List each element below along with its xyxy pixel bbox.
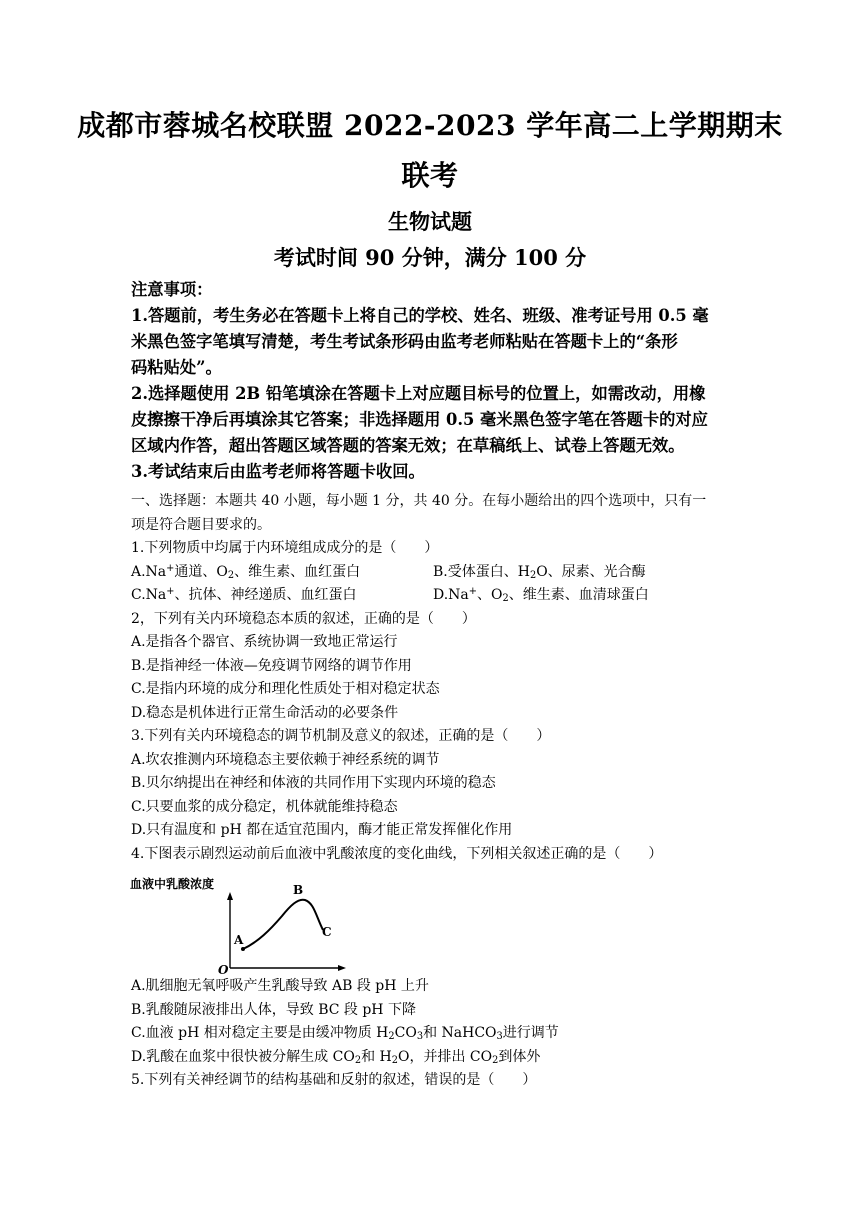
section-intro-line-b: 项是符合题目要求的。 xyxy=(131,516,271,533)
q1-option-d: D.Na+、$O_2$、维生素、血清球蛋白 xyxy=(433,586,649,604)
note-3: 3.考试结束后由监考老师将答题卡收回。 xyxy=(131,462,425,481)
q1-option-c: C.Na+、抗体、神经递质、血红蛋白 xyxy=(131,586,357,603)
point-b-label: B xyxy=(293,883,304,897)
q4-option-c: C.血液 pH 相对稳定主要是由缓冲物质 $H_2CO_3$和 NaHCO$_3$进行调节 xyxy=(131,1025,559,1042)
notes-block xyxy=(131,277,741,485)
q3-option-b: B.贝尔纳提出在神经和体液的共同作用下实现内环境的稳态 xyxy=(131,775,496,791)
questions-part-2 xyxy=(131,975,741,1093)
q2-option-c: C.是指内环境的成分和理化性质处于相对稳定状态 xyxy=(131,681,440,697)
lactate-curve-figure xyxy=(130,872,350,978)
note-1-line-b: 米黑色签字笔填写清楚，考生考试条形码由监考老师粘贴在答题卡上的“条形 xyxy=(131,332,678,351)
note-2-line-a: 2.选择题使用 2B 铅笔填涂在答题卡上对应题目标号的位置上，如需改动，用橡 xyxy=(131,384,706,403)
exam-info: 考试时间 90 分钟，满分 100 分 xyxy=(273,245,587,270)
q3-option-a: A.坎农推测内环境稳态主要依赖于神经系统的调节 xyxy=(131,751,440,768)
q2-option-d: D.稳态是机体进行正常生命活动的必要条件 xyxy=(131,704,399,721)
chart-y-axis-arrow xyxy=(227,892,233,900)
q3-stem: 3.下列有关内环境稳态的调节机制及意义的叙述，正确的是（ ） xyxy=(131,728,551,744)
q1-option-a: A.Na+通道、$O_2$、维生素、血红蛋白 xyxy=(131,562,361,581)
q4-option-b: B.乳酸随尿液排出人体，导致 BC 段 pH 下降 xyxy=(131,1001,416,1018)
section-intro-line-a: 一、选择题：本题共 40 小题，每小题 1 分，共 40 分。在每小题给出的四个选项中，只有一 xyxy=(131,493,707,509)
q2-stem: 2，下列有关内环境稳态本质的叙述，正确的是（ ） xyxy=(131,610,476,627)
note-2-line-b: 皮擦擦干净后再填涂其它答案；非选择题用 0.5 毫米黑色签字笔在答题卡的对应 xyxy=(131,410,708,429)
point-a-marker xyxy=(241,947,245,951)
point-a-label: A xyxy=(234,933,244,947)
note-1-line-a: 1.答题前，考生务必在答题卡上将自己的学校、姓名、班级、准考证号用 0.5 毫 xyxy=(131,306,709,325)
lactate-curve xyxy=(243,900,323,949)
q4-option-d: D.乳酸在血浆中很快被分解生成 $CO_2$和 $H_2O$，并排出 $CO_2$到体外 xyxy=(131,1048,541,1066)
chart-x-axis-arrow xyxy=(338,965,346,971)
chart-y-axis-label: 血液中乳酸浓度 xyxy=(130,877,215,891)
note-1-line-c: 码粘贴处”。 xyxy=(131,358,222,377)
q1-option-b: B.受体蛋白、$H_2O$、尿素、光合酶 xyxy=(433,563,646,581)
q5-stem: 5.下列有关神经调节的结构基础和反射的叙述，错误的是（ ） xyxy=(131,1072,537,1088)
q4-option-a: A.肌细胞无氧呼吸产生乳酸导致 AB 段 pH 上升 xyxy=(131,978,429,994)
q1-options-row-2 xyxy=(131,584,741,608)
q4-stem: 4.下图表示剧烈运动前后血液中乳酸浓度的变化曲线，下列相关叙述正确的是（ ） xyxy=(131,845,663,862)
q2-option-a: A.是指各个器官、系统协调一致地正常运行 xyxy=(131,634,398,650)
subject-title: 生物试题 xyxy=(388,209,472,234)
q1-stem: 1.下列物质中均属于内环境组成成分的是（ ） xyxy=(131,540,439,556)
q3-option-c: C.只要血浆的成分稳定，机体就能维持稳态 xyxy=(131,798,398,815)
questions-part-1 xyxy=(131,490,741,866)
q1-options-row-1 xyxy=(131,561,741,585)
note-2-line-c: 区域内作答，超出答题区域答题的答案无效；在草稿纸上、试卷上答题无效。 xyxy=(131,436,685,455)
q2-option-b: B.是指神经一体液—免疫调节网络的调节作用 xyxy=(131,657,412,674)
point-c-label: C xyxy=(322,925,332,939)
chart-origin-label: O xyxy=(218,963,229,977)
q3-option-d: D.只有温度和 pH 都在适宜范围内，酶才能正常发挥催化作用 xyxy=(131,822,513,838)
notes-heading: 注意事项： xyxy=(131,280,213,299)
exam-title-line2: 联考 xyxy=(401,159,459,192)
exam-title-line1: 成都市蓉城名校联盟 2022-2023 学年高二上学期期末 xyxy=(77,109,783,142)
